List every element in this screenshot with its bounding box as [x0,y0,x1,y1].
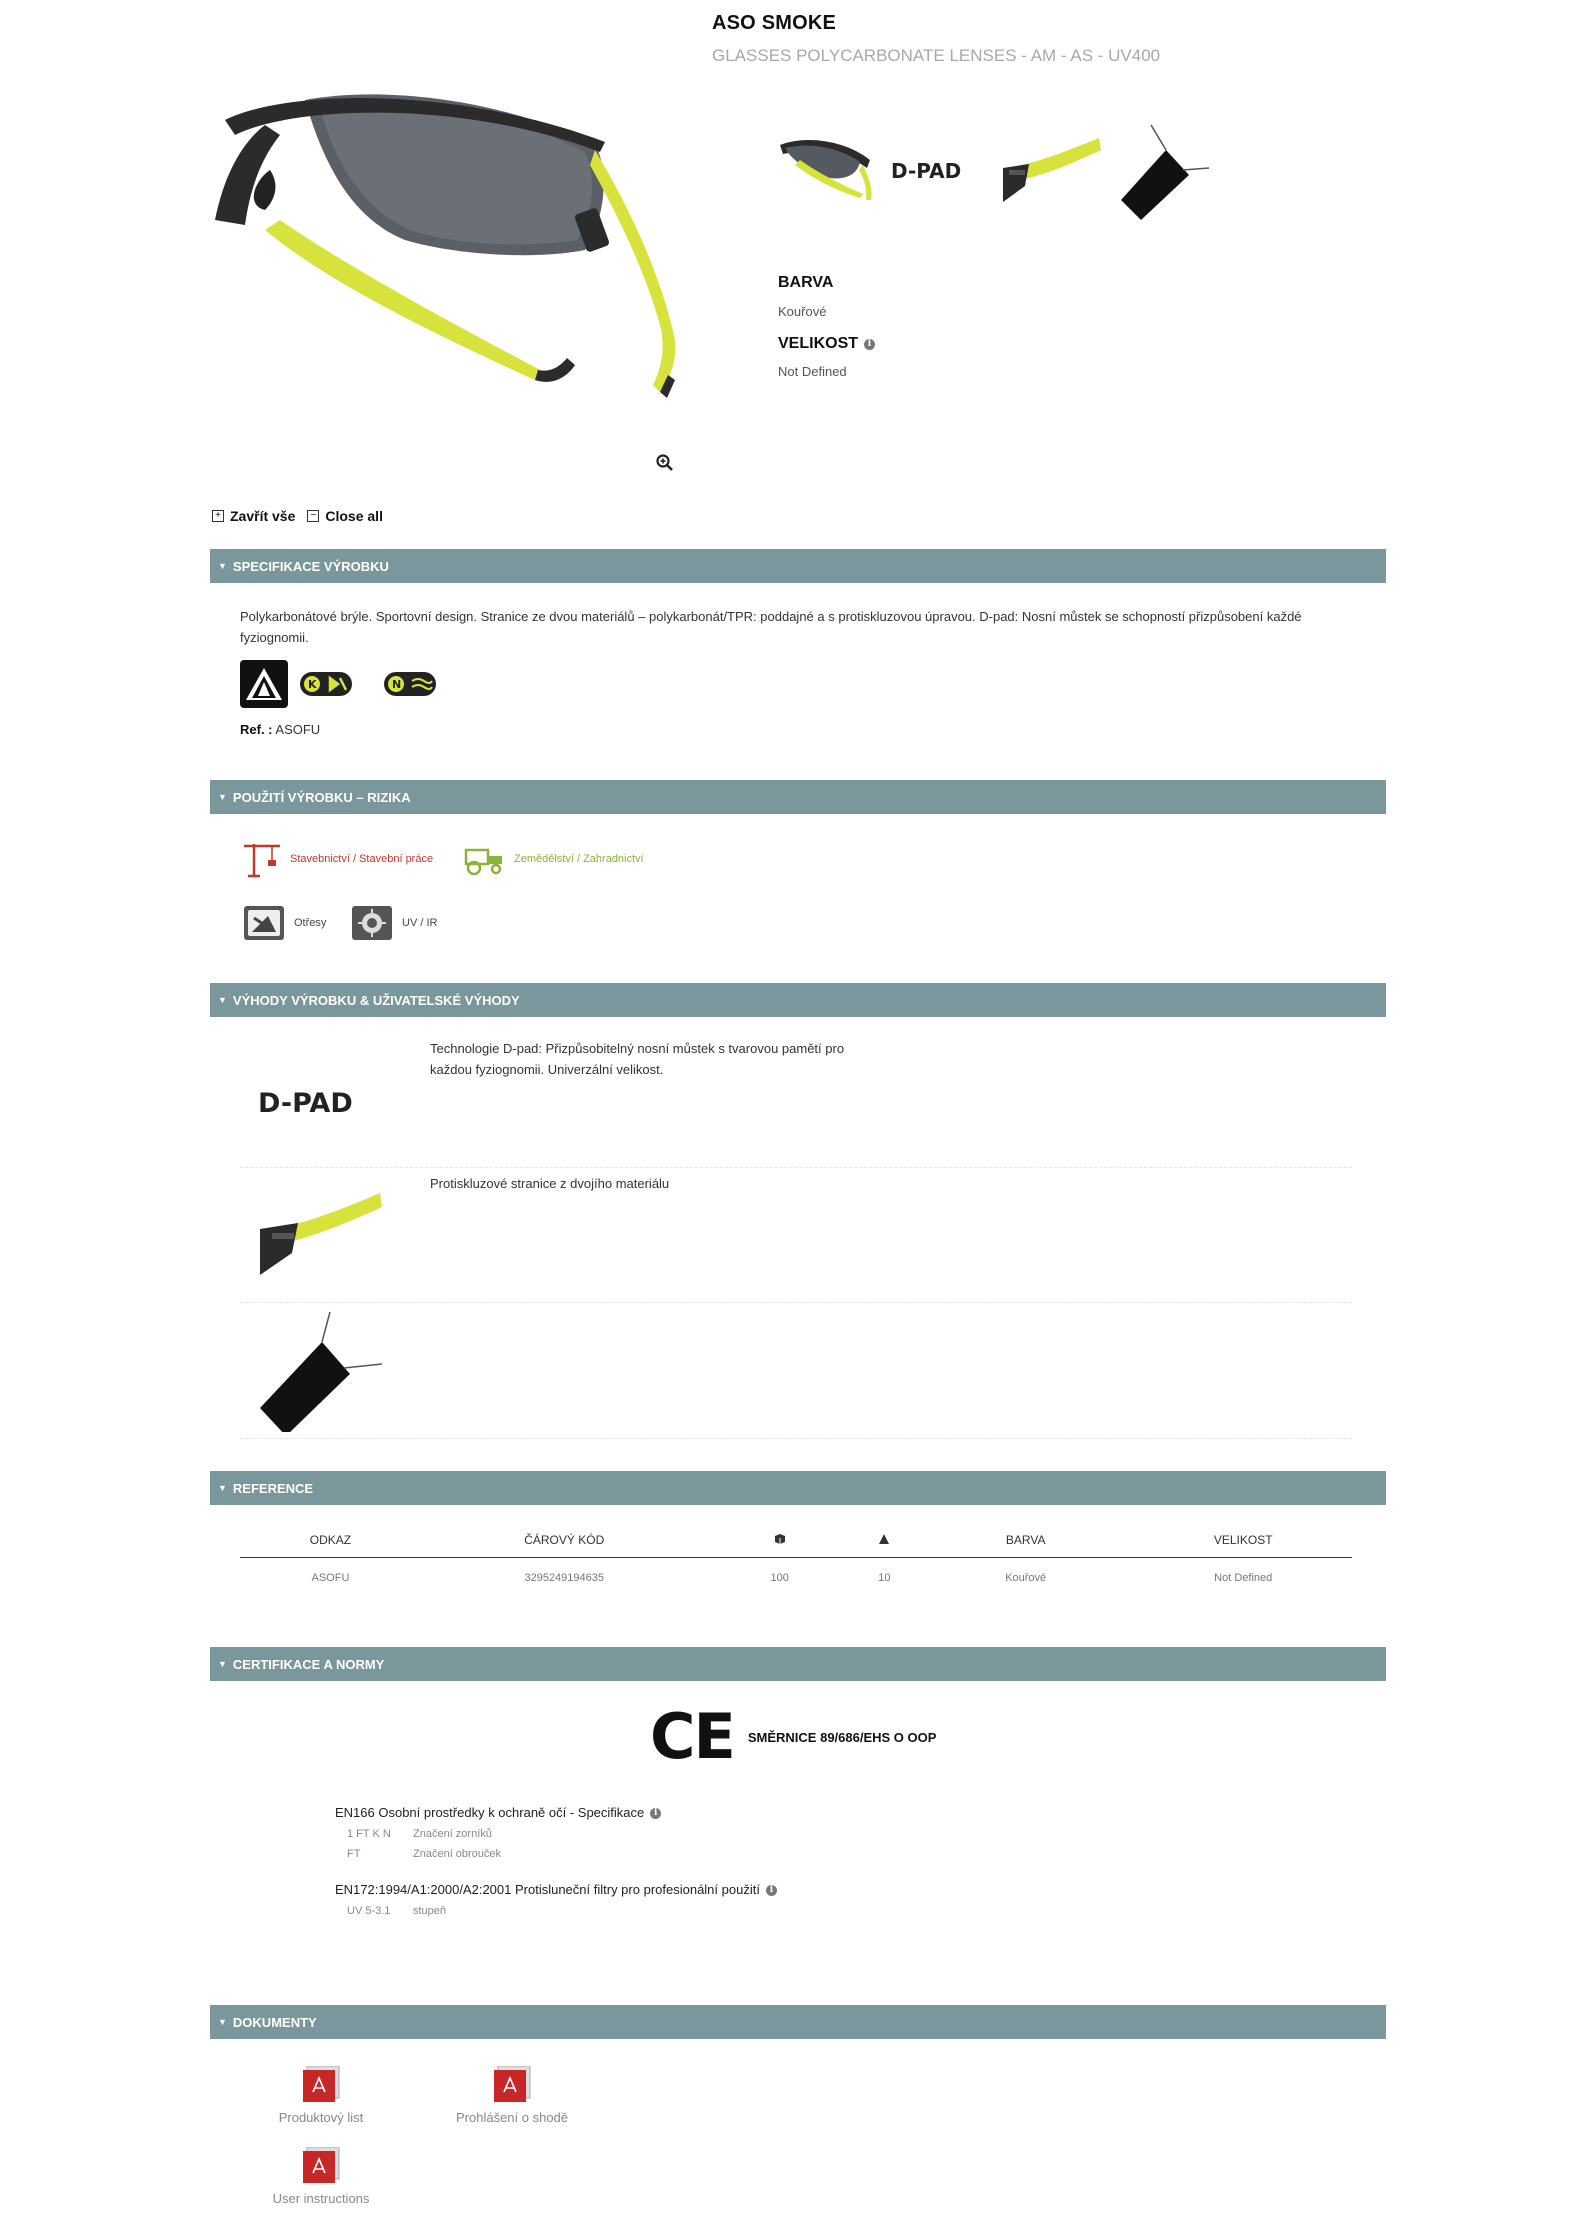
box-icon [774,1533,786,1545]
norm-en166-desc-1: Značení zorníků [413,1828,492,1840]
cell-box-qty: 100 [770,1572,789,1584]
thumbnail-glasses[interactable] [775,120,879,224]
color-label: BARVA [778,274,834,291]
tractor-icon [462,842,506,876]
minus-box-icon: − [307,510,319,522]
caret-down-icon: ▼ [218,995,227,1005]
sector-construction-label: Stavebnictví / Stavební práce [290,853,434,865]
crane-icon [242,840,282,878]
ce-mark-icon: CE [650,1700,734,1773]
col-barcode: ČÁROVÝ KÓD [421,1523,708,1558]
norm-en172-title: EN172:1994/A1:2000/A2:2001 Protisluneční filtry pro profesionální použití [335,1882,760,1897]
document-label: Prohlášení o shodě [455,2110,569,2125]
col-size: VELIKOST [1134,1523,1352,1558]
document-label: User instructions [272,2191,370,2206]
pdf-icon [301,2147,341,2183]
section-title-spec: SPECIFIKACE VÝROBKU [232,558,389,574]
collapse-all-button[interactable] [212,508,295,524]
risk-uv-ir [352,906,437,940]
product-title: ASO SMOKE [712,12,837,34]
product-reference [240,722,320,737]
norm-en172 [335,1882,777,1897]
zoom-icon[interactable] [656,454,674,477]
anti-scratch-k-icon [300,672,352,701]
spec-description: Polykarbonátové brýle. Sportovní design. Stranice ze dvou materiálů – polykarbonát/TPR: poddajné a s protiskluzovou úpravou. D-pad: Nosní můstek se schopností přizpůsobení každé fyziognomii. [240,609,1302,645]
section-title-documents: DOKUMENTY [232,2014,317,2030]
size-value: Not Defined [778,364,847,379]
cell-reference: ASOFU [311,1572,350,1584]
pack-icon [878,1533,890,1545]
close-all-button[interactable] [307,508,383,524]
sector-agriculture-label: Zemědělství / Zahradnictví [514,853,644,865]
norm-en166-code-1: 1 FT K N [347,1828,391,1840]
benefit-divider [240,1167,1352,1168]
section-header-documents[interactable] [210,2005,1386,2039]
directive-text: SMĚRNICE 89/686/EHS O OOP [747,1729,937,1745]
benefit-text-temples: Protiskluzové stranice z dvojího materiálu [430,1176,670,1191]
plus-box-icon: + [212,510,224,522]
benefit-text-dpad: Technologie D-pad: Přizpůsobitelný nosní můstek s tvarovou pamětí pro každou fyziognomii. Univerzální velikost. [430,1041,845,1077]
uv-ir-icon [352,906,392,940]
info-icon[interactable]: i [864,339,875,350]
color-value: Kouřové [778,304,827,319]
col-reference: ODKAZ [240,1523,421,1558]
ce-directive [650,1700,937,1773]
section-title-certification: CERTIFIKACE A NORMY [232,1656,385,1672]
close-all-label: Close all [325,508,383,524]
norm-en166-desc-2: Značení obrouček [413,1848,502,1860]
caret-down-icon: ▼ [218,561,227,571]
ref-value: ASOFU [275,722,321,737]
cell-size: Not Defined [1214,1572,1273,1584]
caret-down-icon: ▼ [218,792,227,802]
document-label: Produktový list [278,2110,364,2125]
col-box-qty [708,1523,852,1558]
section-header-usage[interactable] [210,780,1386,814]
norm-en172-code-1: UV 5-3.1 [347,1905,391,1917]
section-header-benefits[interactable] [210,983,1386,1017]
caret-down-icon: ▼ [218,2017,227,2027]
size-label: VELIKOST [778,335,859,352]
benefit-temple-image [258,1185,382,1286]
section-header-reference[interactable] [210,1471,1386,1505]
pdf-icon [301,2066,341,2102]
benefit-dpad-logo [258,1082,388,1127]
caret-down-icon: ▼ [218,1483,227,1493]
benefit-divider [240,1438,1352,1439]
dpad-logo-text: D-PAD [891,159,962,183]
pdf-icon [492,2066,532,2102]
cell-barcode: 3295249194635 [524,1572,604,1584]
col-color: BARVA [917,1523,1135,1558]
norm-en166-code-2: FT [347,1848,361,1860]
document-product-sheet[interactable] [246,2066,396,2125]
section-header-certification[interactable] [210,1647,1386,1681]
table-header-row [240,1523,1352,1558]
info-icon[interactable]: i [766,1885,777,1896]
section-title-reference: REFERENCE [232,1480,314,1496]
badge-k-text: K [308,678,317,691]
toggle-bar [212,508,383,524]
product-subtitle: GLASSES POLYCARBONATE LENSES - AM - AS - UV400 [712,46,1161,65]
sector-construction [242,840,433,878]
benefit-divider [240,1302,1352,1303]
col-pack-qty [852,1523,917,1558]
size-label-wrap [778,335,875,353]
anti-fog-n-icon [384,672,436,701]
section-title-usage: POUŽITÍ VÝROBKU – RIZIKA [232,789,411,805]
document-declaration[interactable] [437,2066,587,2125]
thumbnail-dpad-logo[interactable] [887,120,991,224]
thumbnail-temple[interactable] [999,120,1103,224]
norm-en172-desc-1: stupeň [413,1905,447,1917]
benefit-pouch-image [258,1308,382,1437]
impact-icon [244,906,284,940]
badge-n-text: N [392,678,402,691]
info-icon[interactable]: i [650,1808,661,1819]
norm-en166 [335,1805,661,1820]
benefit-dpad-logo-text: D-PAD [258,1088,353,1119]
thumbnail-pouch[interactable] [1111,120,1215,224]
collapse-all-label: Zavřít vše [230,508,296,524]
section-title-benefits: VÝHODY VÝROBKU & UŽIVATELSKÉ VÝHODY [232,992,520,1008]
norm-en166-title: EN166 Osobní prostředky k ochraně očí - Specifikace [335,1805,645,1820]
table-row [240,1558,1352,1599]
document-user-instructions[interactable] [246,2147,396,2206]
section-header-spec[interactable] [210,549,1386,583]
caret-down-icon: ▼ [218,1659,227,1669]
risk-uv-ir-label: UV / IR [402,917,438,929]
cell-pack-qty: 10 [878,1572,891,1584]
reference-table [240,1523,1352,1598]
cell-color: Kouřové [1005,1572,1047,1584]
risk-impact [244,906,326,940]
ref-label: Ref. : [240,722,273,737]
sector-agriculture [462,842,644,876]
main-product-image[interactable] [205,80,690,410]
risk-impact-label: Otřesy [294,917,327,929]
delta-plus-logo-icon [240,660,288,713]
